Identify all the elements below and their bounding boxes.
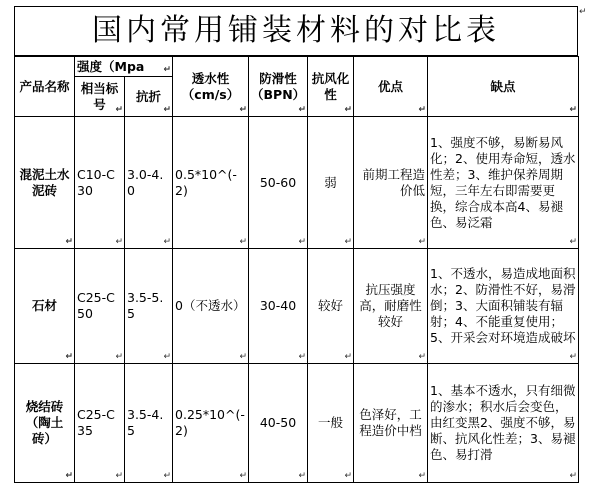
header-row-1 xyxy=(15,57,579,77)
comparison-table xyxy=(14,56,579,483)
cell-permeability: 0（不透水） ↵ xyxy=(173,249,249,364)
cell-grade: C10-C30 ↵ xyxy=(75,117,125,249)
cell-disadvantages: 1、基本不透水，只有细微的渗水；积水后会变色，由红变黑2、强度不够，易断、抗风化性差；3、易褪色、易打滑 ↵ xyxy=(428,364,579,483)
cell-product: 石材 ↵ xyxy=(15,249,75,364)
cell-grade: C25-C50 ↵ xyxy=(75,249,125,364)
table-row xyxy=(15,249,579,364)
cell-weathering: 弱 ↵ xyxy=(308,117,354,249)
cell-advantages: 前期工程造价低 ↵ xyxy=(354,117,428,249)
return-mark: ↵ xyxy=(579,7,587,17)
cell-permeability: 0.25*10^(-2) ↵ xyxy=(173,364,249,483)
header-disadvantages: 缺点 ↵ xyxy=(428,57,579,117)
table-title-text: 国内常用铺装材料的对比表 xyxy=(92,13,500,48)
cell-weathering: 较好 ↵ xyxy=(308,249,354,364)
cell-product: 烧结砖（陶土砖） ↵ xyxy=(15,364,75,483)
cell-disadvantages: 1、不透水，易造成地面积水；2、防滑性不好，易滑倒；3、大面积铺装有辐射；4、不能重复使用；5、开采会对环境造成破坏 ↵ xyxy=(428,249,579,364)
header-permeability: 透水性（cm/s） ↵ xyxy=(173,57,249,117)
cell-grade: C25-C35 ↵ xyxy=(75,364,125,483)
table-row xyxy=(15,364,579,483)
header-slip: 防滑性（BPN） ↵ xyxy=(249,57,308,117)
header-strength: 强度（Mpa ↵ xyxy=(75,57,173,77)
cell-slip: 40-50 ↵ xyxy=(249,364,308,483)
header-flexural: 抗折 ↵ xyxy=(125,77,173,117)
header-equiv-grade: 相当标号 ↵ xyxy=(75,77,125,117)
header-advantages: 优点 ↵ xyxy=(354,57,428,117)
cell-weathering: 一般 ↵ xyxy=(308,364,354,483)
cell-slip: 30-40 ↵ xyxy=(249,249,308,364)
table-title xyxy=(14,6,578,56)
cell-permeability: 0.5*10^(-2) ↵ xyxy=(173,117,249,249)
cell-advantages: 色泽好，工程造价中档 ↵ xyxy=(354,364,428,483)
cell-disadvantages: 1、强度不够，易断易风化；2、使用寿命短，透水性差；3、维护保养周期短，三年左右即需要更换，综合成本高4、易褪色、易泛霜 ↵ xyxy=(428,117,579,249)
cell-slip: 50-60 ↵ xyxy=(249,117,308,249)
header-weathering: 抗风化性 ↵ xyxy=(308,57,354,117)
cell-advantages: 抗压强度高，耐磨性较好 ↵ xyxy=(354,249,428,364)
cell-flexural: 3.0-4.0 ↵ xyxy=(125,117,173,249)
cell-flexural: 3.5-5.5 ↵ xyxy=(125,249,173,364)
table-row xyxy=(15,117,579,249)
header-product: 产品名称 xyxy=(15,57,75,117)
cell-product: 混泥土水泥砖 ↵ xyxy=(15,117,75,249)
cell-flexural: 3.5-4.5 ↵ xyxy=(125,364,173,483)
